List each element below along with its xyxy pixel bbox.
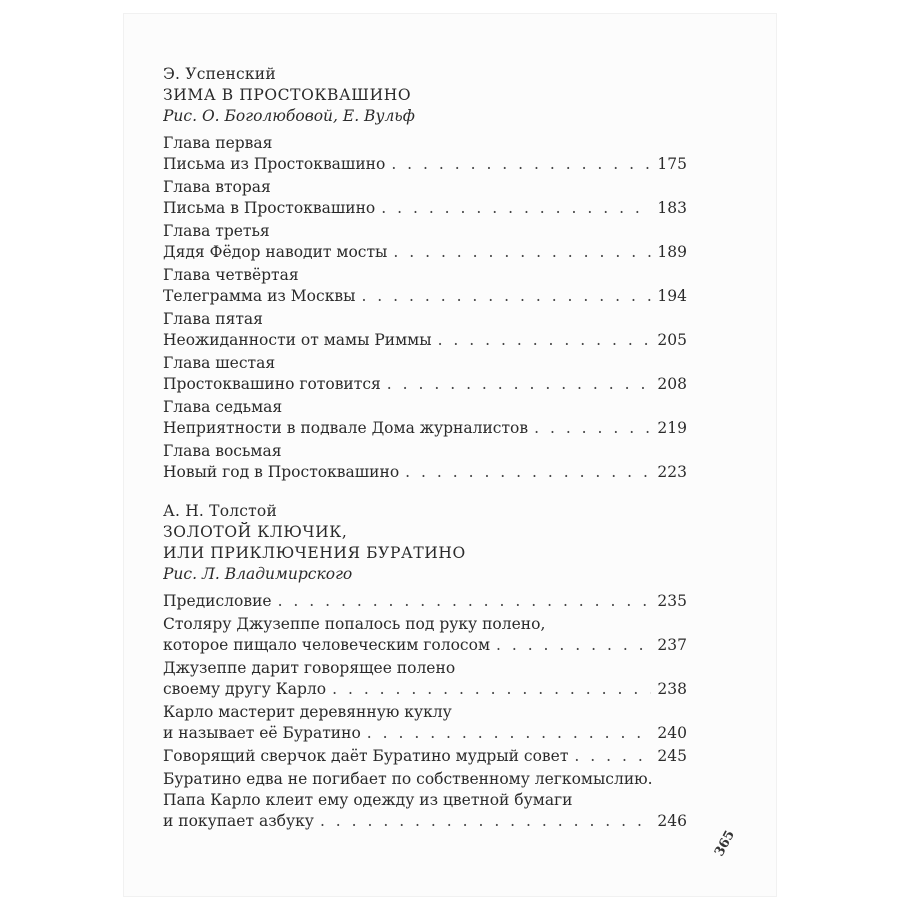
entry-page-number: 238 <box>657 680 687 698</box>
entry-text: Новый год в Простоквашино <box>163 463 400 481</box>
entry-page-number: 183 <box>657 199 687 217</box>
entry-text: Письма в Простоквашино <box>163 199 376 217</box>
section-author: Э. Успенский <box>163 65 276 83</box>
toc-entry <box>163 746 687 767</box>
entry-final-line <box>163 679 687 700</box>
entry-page-number: 246 <box>657 812 687 830</box>
entry-line: Буратино едва не погибает по собственному легкомыслию. <box>163 770 653 788</box>
entry-page-number: 194 <box>657 287 687 305</box>
entry-final-line <box>163 154 687 175</box>
section-author: А. Н. Толстой <box>163 502 277 520</box>
dot-leader <box>574 746 651 767</box>
toc-entry <box>163 702 687 744</box>
toc-entry <box>163 769 687 832</box>
entry-line: Глава восьмая <box>163 442 282 460</box>
dot-leader <box>381 198 651 219</box>
entry-line: Глава седьмая <box>163 398 283 416</box>
entry-line: Карло мастерит деревянную куклу <box>163 703 452 721</box>
dot-leader <box>534 418 651 439</box>
entry-page-number: 245 <box>657 747 687 765</box>
entry-text: Дядя Фёдор наводит мосты <box>163 243 388 261</box>
dot-leader <box>367 723 652 744</box>
entry-text: Неприятности в подвале Дома журналистов <box>163 419 529 437</box>
dot-leader <box>332 679 651 700</box>
entry-final-line <box>163 635 687 656</box>
toc-entry <box>163 658 687 700</box>
entry-final-line <box>163 198 687 219</box>
entry-page-number: 205 <box>657 331 687 349</box>
entry-final-line <box>163 746 687 767</box>
entry-text: Телеграмма из Москвы <box>163 287 356 305</box>
entry-line: Столяру Джузеппе попалось под руку полено, <box>163 615 546 633</box>
entry-line: Глава пятая <box>163 310 263 328</box>
toc-entry <box>163 133 687 175</box>
entry-final-line <box>163 418 687 439</box>
toc-entry <box>163 614 687 656</box>
toc-entry <box>163 397 687 439</box>
entry-line: Папа Карло клеит ему одежду из цветной бумаги <box>163 791 573 809</box>
section-illustrator: Рис. Л. Владимирского <box>163 565 353 583</box>
entry-line: Глава первая <box>163 134 273 152</box>
entry-final-line <box>163 242 687 263</box>
table-of-contents <box>163 64 687 832</box>
dot-leader <box>278 591 652 612</box>
toc-entry <box>163 309 687 351</box>
section-spacer <box>163 483 687 501</box>
entry-text: которое пищало человеческим голосом <box>163 636 490 654</box>
toc-entry <box>163 177 687 219</box>
entry-line: Глава четвёртая <box>163 266 299 284</box>
toc-entry <box>163 221 687 263</box>
dot-leader <box>393 242 651 263</box>
entry-page-number: 189 <box>657 243 687 261</box>
entry-page-number: 208 <box>657 375 687 393</box>
entry-line: Глава третья <box>163 222 270 240</box>
dot-leader <box>405 462 651 483</box>
dot-leader <box>391 154 651 175</box>
section-title: ИЛИ ПРИКЛЮЧЕНИЯ БУРАТИНО <box>163 544 466 562</box>
entry-page-number: 240 <box>657 724 687 742</box>
entry-text: и покупает азбуку <box>163 812 314 830</box>
toc-section <box>163 64 687 483</box>
entry-final-line <box>163 591 687 612</box>
entry-text: своему другу Карло <box>163 680 327 698</box>
entry-final-line <box>163 330 687 351</box>
dot-leader <box>496 635 651 656</box>
entry-page-number: 237 <box>657 636 687 654</box>
entry-final-line <box>163 811 687 832</box>
entry-final-line <box>163 286 687 307</box>
entry-line: Глава шестая <box>163 354 276 372</box>
section-title: ЗОЛОТОЙ КЛЮЧИК, <box>163 523 348 541</box>
entry-text: Неожиданности от мамы Риммы <box>163 331 432 349</box>
entry-text: и называет её Буратино <box>163 724 361 742</box>
section-illustrator: Рис. О. Боголюбовой, Е. Вульф <box>163 107 415 125</box>
entry-final-line <box>163 374 687 395</box>
entry-page-number: 223 <box>657 463 687 481</box>
toc-entry <box>163 265 687 307</box>
toc-entry <box>163 353 687 395</box>
section-title: ЗИМА В ПРОСТОКВАШИНО <box>163 86 412 104</box>
dot-leader <box>438 330 652 351</box>
entry-page-number: 235 <box>657 592 687 610</box>
entry-page-number: 175 <box>657 155 687 173</box>
page-number: 365 <box>712 828 738 860</box>
dot-leader <box>320 811 651 832</box>
toc-section <box>163 501 687 832</box>
entry-line: Глава вторая <box>163 178 271 196</box>
entry-text: Предисловие <box>163 592 272 610</box>
toc-entry <box>163 441 687 483</box>
toc-entry <box>163 591 687 612</box>
entry-text: Говорящий сверчок даёт Буратино мудрый совет <box>163 747 569 765</box>
entry-text: Письма из Простоквашино <box>163 155 386 173</box>
entry-page-number: 219 <box>657 419 687 437</box>
entry-final-line <box>163 462 687 483</box>
dot-leader <box>361 286 651 307</box>
entry-line: Джузеппе дарит говорящее полено <box>163 659 456 677</box>
dot-leader <box>387 374 652 395</box>
entry-text: Простоквашино готовится <box>163 375 381 393</box>
entry-final-line <box>163 723 687 744</box>
